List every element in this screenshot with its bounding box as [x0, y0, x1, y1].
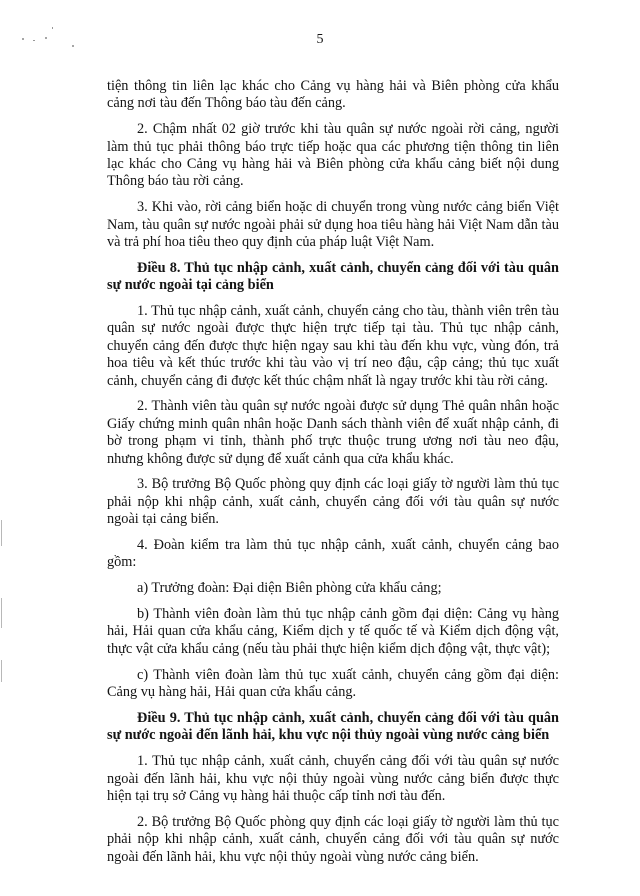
scan-edge-mark: [1, 598, 2, 628]
article-9-heading: Điều 9. Thủ tục nhập cảnh, xuất cảnh, chuyển cảng đối với tàu quân sự nước ngoài đến lãnh hải, khu vực nội thủy ngoài vùng nước cảng biển: [107, 709, 559, 744]
paragraph-article9-clause2: 2. Bộ trưởng Bộ Quốc phòng quy định các loại giấy tờ người làm thủ tục phải nộp khi nhập cảnh, xuất cảnh, chuyển cảng đối với tàu quân sự nước ngoài đến lãnh hải, khu vực nội thủy ngoài vùng nước cảng biển.: [107, 813, 559, 865]
paragraph-article8-clause3: 3. Bộ trưởng Bộ Quốc phòng quy định các loại giấy tờ người làm thủ tục phải nộp khi nhập cảnh, xuất cảnh, chuyển cảng đối với tàu quân sự nước ngoài tại cảng biển.: [107, 476, 559, 528]
scan-edge-mark: [1, 520, 2, 546]
paragraph-article8-clause4c: c) Thành viên đoàn làm thủ tục xuất cảnh, chuyển cảng gồm đại diện: Cảng vụ hàng hải, Hải quan cửa khẩu cảng.: [107, 666, 559, 701]
paragraph-article8-clause4b: b) Thành viên đoàn làm thủ tục nhập cảnh gồm đại diện: Cảng vụ hàng hải, Hải quan cửa khẩu cảng, Kiểm dịch y tế quốc tế và Kiểm dịch động vật, thực vật cửa khẩu cảng (nếu tàu phải thực hiện kiểm dịch động vật, thực vật);: [107, 606, 559, 657]
scan-edge-mark: [1, 660, 2, 682]
paragraph-continuation: tiện thông tin liên lạc khác cho Cảng vụ hàng hải và Biên phòng cửa khẩu cảng nơi tàu đến Thông báo tàu đến cảng.: [107, 78, 559, 112]
paragraph-article9-clause1: 1. Thủ tục nhập cảnh, xuất cảnh, chuyển cảng đối với tàu quân sự nước ngoài đến lãnh hải, khu vực nội thủy ngoài vùng nước cảng biển được thực hiện tại trụ sở Cảng vụ hàng hải thuộc cấp tỉnh nơi tàu đến.: [107, 753, 559, 804]
page-number: 5: [316, 32, 324, 47]
paragraph-article8-clause1: 1. Thủ tục nhập cảnh, xuất cảnh, chuyển cảng cho tàu, thành viên trên tàu quân sự nước ngoài được thực hiện trực tiếp tại tàu. Thủ tục nhập cảnh, chuyển cảng đến được thực hiện ngay sau khi tàu đến khu vực, vùng đón, trả hoa tiêu và kết thúc trước khi tàu vào vị trí neo đậu, cập cảng; thủ tục xuất cảnh, chuyển cảng đi được kết thúc chậm nhất là ngay trước khi tàu rời cảng.: [107, 303, 559, 389]
paragraph-article8-clause2: 2. Thành viên tàu quân sự nước ngoài được sử dụng Thẻ quân nhân hoặc Giấy chứng minh quân nhân hoặc Danh sách thành viên để xuất nhập cảnh, đi bờ trong phạm vi tỉnh, thành phố trực thuộc trung ương nơi tàu neo đậu, nhưng không được sử dụng để xuất cảnh qua cửa khẩu khác.: [107, 398, 559, 467]
document-body: [107, 78, 559, 874]
paragraph-article7-clause2: 2. Chậm nhất 02 giờ trước khi tàu quân sự nước ngoài rời cảng, người làm thủ tục phải thông báo trực tiếp hoặc qua các phương tiện thông tin liên lạc khác cho Cảng vụ hàng hải và Biên phòng cửa khẩu cảng biết nội dung Thông báo tàu rời cảng.: [107, 121, 559, 190]
article-8-heading: Điều 8. Thủ tục nhập cảnh, xuất cảnh, chuyển cảng đối với tàu quân sự nước ngoài tại cảng biển: [107, 259, 559, 294]
paragraph-article7-clause3: 3. Khi vào, rời cảng biển hoặc di chuyển trong vùng nước cảng biển Việt Nam, tàu quân sự nước ngoài phải sử dụng hoa tiêu hàng hải Việt Nam dẫn tàu và trả phí hoa tiêu theo quy định của pháp luật Việt Nam.: [107, 199, 559, 251]
paragraph-article8-clause4: 4. Đoàn kiểm tra làm thủ tục nhập cảnh, xuất cảnh, chuyển cảng bao gồm:: [107, 537, 559, 571]
paragraph-article8-clause4a: a) Trưởng đoàn: Đại diện Biên phòng cửa khẩu cảng;: [137, 580, 442, 597]
scan-speck: [52, 27, 53, 29]
